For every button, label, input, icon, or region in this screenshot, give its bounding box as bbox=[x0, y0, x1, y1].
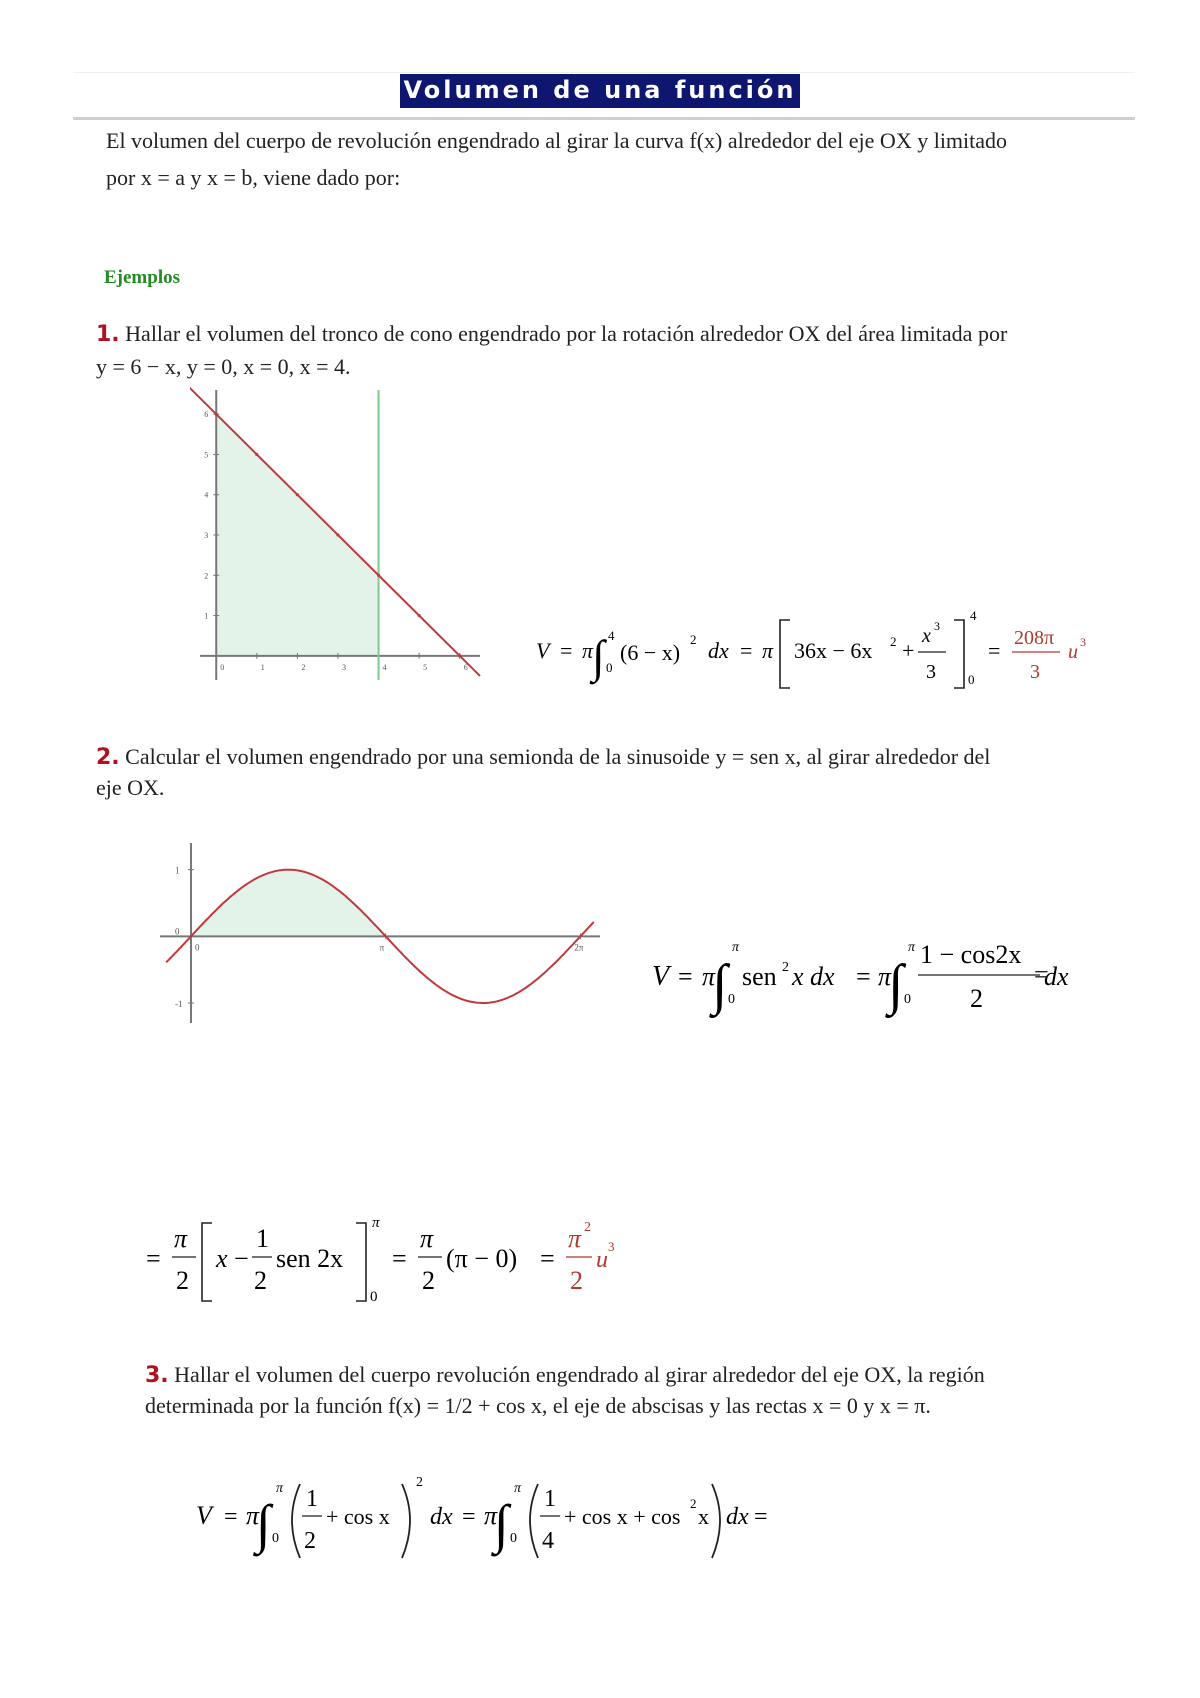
f1-integrand: (6 − x) bbox=[620, 640, 681, 665]
f2b-sen: sen 2x bbox=[276, 1244, 344, 1273]
x-tick-label: 4 bbox=[382, 662, 387, 672]
f2a-lower: 0 bbox=[728, 992, 735, 1007]
f1-upper: 4 bbox=[608, 628, 615, 643]
f3-V: V bbox=[196, 1501, 212, 1530]
shaded-area bbox=[216, 414, 378, 656]
example-2-text bbox=[96, 742, 1176, 803]
f2a-eq: = bbox=[678, 962, 693, 991]
f3-eqend: = bbox=[754, 1504, 768, 1530]
f2b-paren: (π − 0) bbox=[446, 1244, 518, 1273]
example-2-chart bbox=[140, 838, 610, 1028]
f1-bracket-upper: 4 bbox=[970, 608, 977, 623]
shaded-area bbox=[191, 870, 386, 937]
example-2-number: 2. bbox=[96, 745, 120, 770]
f1-eq2: = bbox=[740, 638, 753, 663]
y-tick-label: 6 bbox=[204, 410, 209, 420]
f3-one4: 1 bbox=[544, 1486, 556, 1512]
f3-right-paren-2 bbox=[712, 1484, 720, 1558]
f1-dx: dx bbox=[708, 638, 729, 663]
f3-one: 1 bbox=[306, 1486, 318, 1512]
line-point bbox=[336, 533, 339, 536]
page-title: Volumen de una función bbox=[400, 74, 801, 108]
f3-eq: = bbox=[224, 1504, 238, 1530]
f2a-pi2: π bbox=[878, 962, 892, 991]
y-tick-label: -1 bbox=[174, 999, 183, 1009]
f1-unit: u bbox=[1068, 641, 1078, 663]
example-2-formula-2 bbox=[140, 1205, 620, 1315]
f3-rest-exp: 2 bbox=[690, 1496, 697, 1511]
f3-lower-2: 0 bbox=[510, 1531, 517, 1546]
line-point bbox=[255, 453, 258, 456]
f2b-upper: π bbox=[372, 1215, 380, 1231]
f2a-eq2: = bbox=[856, 962, 871, 991]
f1-eq3: = bbox=[988, 638, 1001, 663]
example-3-line-1: Hallar el volumen del cuerpo revolución engendrado al girar alrededor del eje OX, la región bbox=[174, 1362, 985, 1387]
f2a-upper: π bbox=[732, 940, 740, 955]
f2b-res-den: 2 bbox=[570, 1266, 583, 1295]
f3-exp2: 2 bbox=[416, 1475, 423, 1490]
f2b-res-exp: 2 bbox=[584, 1220, 591, 1235]
f2a-sen-exp: 2 bbox=[782, 960, 789, 975]
f1-result-den: 3 bbox=[1030, 661, 1040, 683]
f2b-unit: u bbox=[596, 1247, 608, 1273]
f1-x3: x bbox=[922, 625, 931, 647]
f2b-res-num: π bbox=[568, 1224, 582, 1253]
f3-eq2: = bbox=[462, 1504, 476, 1530]
f1-pi: π bbox=[582, 638, 594, 663]
f3-two: 2 bbox=[304, 1528, 316, 1554]
f2b-pi-num: π bbox=[174, 1224, 188, 1253]
f1-left-bracket bbox=[780, 620, 790, 688]
f1-result-num: 208π bbox=[1014, 627, 1055, 649]
f1-lower: 0 bbox=[606, 660, 613, 675]
f1-pi2: π bbox=[762, 638, 774, 663]
f2a-xdx: x dx bbox=[792, 962, 835, 991]
x-tick-label: 2 bbox=[301, 662, 306, 672]
f1-x3-exp: 3 bbox=[934, 619, 940, 633]
example-1-chart bbox=[190, 385, 490, 695]
f2a-dx: dx bbox=[1044, 962, 1069, 991]
f1-bracket-content: 36x − 6x bbox=[794, 638, 873, 663]
f2b-right-bracket bbox=[356, 1223, 366, 1301]
line-point bbox=[377, 574, 380, 577]
y-tick-label: 2 bbox=[204, 571, 209, 581]
f3-upper: π bbox=[276, 1481, 284, 1496]
f3-left-paren bbox=[292, 1484, 300, 1558]
example-2-line-2: eje OX. bbox=[96, 775, 165, 800]
line-point bbox=[418, 614, 421, 617]
f1-bracket-exp: 2 bbox=[890, 634, 897, 649]
y-tick-label: 3 bbox=[204, 531, 209, 540]
f2b-two-2: 2 bbox=[254, 1266, 267, 1295]
x-tick-label: π bbox=[379, 942, 385, 953]
f2b-one: 1 bbox=[256, 1224, 269, 1253]
example-3-line-2: determinada por la función f(x) = 1/2 + cos x, el eje de abscisas y las rectas x = 0 y x = π. bbox=[145, 1393, 931, 1418]
f2a-upper-2: π bbox=[908, 940, 916, 955]
f3-left-paren-2 bbox=[530, 1484, 538, 1558]
f2b-eq2: = bbox=[392, 1244, 407, 1273]
f3-integral: ∫ bbox=[256, 1494, 271, 1554]
f2b-two-3: 2 bbox=[422, 1266, 435, 1295]
f2a-V: V bbox=[652, 961, 670, 992]
f2a-den: 2 bbox=[970, 984, 983, 1013]
f2a-integral: ∫ bbox=[712, 954, 728, 1016]
example-2-formula-1 bbox=[650, 925, 1070, 1025]
f2a-pi: π bbox=[702, 962, 716, 991]
f3-restx: x bbox=[698, 1504, 709, 1529]
f3-right-paren bbox=[402, 1484, 410, 1558]
f2a-sen: sen bbox=[742, 962, 777, 991]
x-tick-label: 5 bbox=[423, 662, 428, 672]
f3-dx2: dx bbox=[726, 1504, 749, 1530]
example-2-line-1: Calcular el volumen engendrado por una semionda de la sinusoide y = sen x, al girar alrededor del bbox=[125, 744, 991, 769]
f2b-two-1: 2 bbox=[176, 1266, 189, 1295]
f2b-unit-exp: 3 bbox=[608, 1239, 615, 1254]
x-tick-label: 1 bbox=[260, 662, 265, 672]
x-tick-label: 0 bbox=[194, 942, 200, 953]
intro-line-2: por x = a y x = b, viene dado por: bbox=[106, 165, 401, 190]
intro-paragraph bbox=[106, 122, 1166, 196]
y-tick-label: 0 bbox=[174, 926, 180, 937]
f3-upper-2: π bbox=[514, 1481, 522, 1496]
f2b-left-bracket bbox=[202, 1223, 212, 1301]
f2a-lower-2: 0 bbox=[904, 992, 911, 1007]
y-tick-label: 5 bbox=[204, 450, 209, 460]
f1-right-bracket bbox=[954, 620, 964, 688]
f3-pi2: π bbox=[484, 1501, 498, 1530]
example-1-line-2: y = 6 − x, y = 0, x = 0, x = 4. bbox=[96, 354, 351, 379]
example-3-text bbox=[145, 1360, 1185, 1421]
f3-dx: dx bbox=[430, 1504, 453, 1530]
f3-four: 4 bbox=[542, 1528, 554, 1554]
f1-den3: 3 bbox=[926, 661, 936, 683]
f3-rest: + cos x + cos bbox=[564, 1504, 681, 1529]
x-tick-label: 2π bbox=[574, 942, 584, 953]
f1-integral-sign: ∫ bbox=[592, 631, 605, 682]
example-3-number: 3. bbox=[145, 1363, 169, 1388]
f1-bracket-lower: 0 bbox=[968, 672, 975, 687]
f3-cos: + cos x bbox=[326, 1504, 390, 1529]
f3-integral-2: ∫ bbox=[494, 1494, 509, 1554]
x-tick-label: 3 bbox=[341, 662, 346, 672]
f1-V: V bbox=[536, 638, 550, 663]
y-tick-label: 4 bbox=[204, 490, 209, 500]
f2b-lower: 0 bbox=[370, 1289, 378, 1305]
f2a-integral-2: ∫ bbox=[888, 954, 904, 1016]
f1-unit-exp: 3 bbox=[1080, 635, 1086, 649]
example-1-formula bbox=[530, 600, 1090, 700]
f2b-x: x bbox=[216, 1244, 228, 1273]
f2a-num: 1 − cos2x bbox=[920, 940, 1022, 969]
page-title-wrap bbox=[0, 74, 1200, 108]
example-1-number: 1. bbox=[96, 322, 120, 347]
intro-line-1: El volumen del cuerpo de revolución engendrado al girar la curva f(x) alrededor del eje OX y limitado bbox=[106, 128, 1008, 153]
x-tick-label: 0 bbox=[220, 662, 225, 672]
example-3-formula bbox=[190, 1462, 770, 1572]
f1-exp2: 2 bbox=[690, 632, 697, 647]
f1-plus: + bbox=[902, 638, 915, 663]
f2b-pi-num-2: π bbox=[420, 1224, 434, 1253]
y-tick-label: 1 bbox=[174, 865, 180, 876]
x-tick-label: 6 bbox=[463, 662, 468, 672]
y-tick-label: 1 bbox=[204, 611, 209, 621]
f3-lower: 0 bbox=[272, 1531, 279, 1546]
f2a-eqend: = bbox=[1034, 960, 1049, 989]
example-1-text bbox=[96, 318, 1176, 383]
f2b-eq: = bbox=[146, 1244, 161, 1273]
line-point bbox=[458, 654, 461, 657]
example-1-line-1: Hallar el volumen del tronco de cono engendrado por la rotación alrededor OX del área limitada por bbox=[125, 321, 1008, 346]
examples-heading: Ejemplos bbox=[104, 267, 180, 288]
line-point bbox=[296, 493, 299, 496]
f1-eq: = bbox=[560, 638, 573, 663]
f2b-minus: − bbox=[234, 1244, 249, 1273]
f2b-eq3: = bbox=[540, 1244, 555, 1273]
f3-pi: π bbox=[246, 1501, 260, 1530]
line-point bbox=[215, 413, 218, 416]
